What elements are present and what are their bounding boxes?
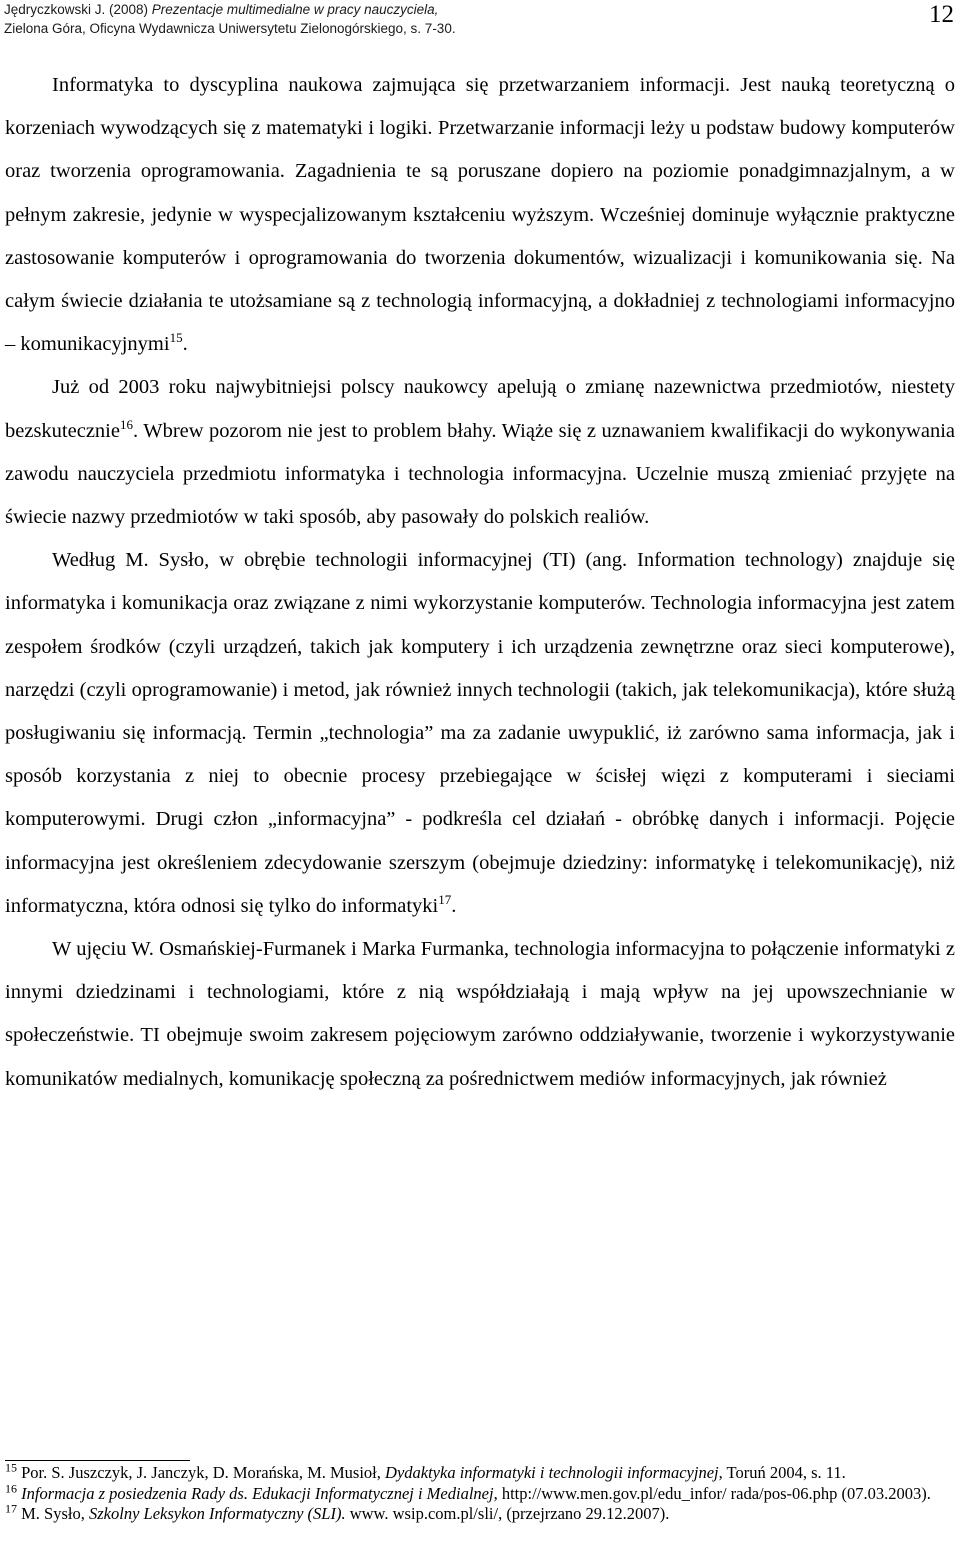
footnote-16 (5, 1481, 955, 1505)
citation-header (4, 0, 956, 38)
footnote-17-text-a: M. Sysło, (17, 1504, 89, 1523)
paragraph-3-text: Według M. Sysło, w obrębie technologii informacyjnej (TI) (ang. Information technology) znajduje się informatyka i komunikacja oraz związane z nimi wykorzystanie komputerów. Technologia informacyjna jest zatem zespołem środków (czyli urządzeń, takich jak komputery i ich urządzenia zewnętrzne oraz sieci komputerowe), narzędzi (czyli oprogramowanie) i metod, jak również innych technologii (takich, jak telekomunikacja), które służą posługiwaniu się informacją. Termin „technologia” ma za zadanie uwypuklić, iż zarówno sama informacja, jak i sposób korzystania z niej to obecnie procesy przebiegające w ścisłej więzi z komputerami i sieciami komputerowymi. Drugi człon „informacyjna” - podkreśla cel działań - obróbkę danych i informacji. Pojęcie informacyjna jest określeniem zdecydowanie szerszym (obejmuje dziedziny: informatykę i telekomunikację), niż informatyczna, która odnosi się tylko do informatyki (5, 549, 955, 917)
footnote-number-17: 17 (5, 1501, 17, 1516)
citation-publisher: Zielona Góra, Oficyna Wydawnicza Uniwersytetu Zielonogórskiego, s. 7-30. (4, 21, 456, 36)
paragraph-4: W ujęciu W. Osmańskiej-Furmanek i Marka Furmanka, technologia informacyjna to połączenie informatyki z innymi dziedzinami i technologiami, które z nią współdziałają i mają wpływ na jej upowszechnianie w społeczeństwie. TI obejmuje swoim zakresem pojęciowym zarówno oddziaływanie, tworzenie i wykorzystywanie komunikatów medialnych, komunikację społeczną za pośrednictwem mediów informacyjnych, jak również (5, 938, 955, 1090)
paragraph-1-end: . (182, 333, 188, 356)
footnote-divider (5, 1460, 190, 1461)
footnote-number-16: 16 (5, 1481, 17, 1495)
footnotes (5, 1460, 955, 1525)
footnote-ref-16: 16 (119, 416, 133, 432)
paragraph-1 (5, 64, 955, 366)
paragraph-2-text-a: Już od 2003 roku najwybitniejsi polscy naukowcy apelują o zmianę nazewnictwa przedmiotów, niestety bezskutecznie (5, 376, 955, 442)
footnote-15-text-a: Por. S. Juszczyk, J. Janczyk, D. Morańska, M. Musioł, (17, 1463, 386, 1482)
footnote-16-text: , http://www.men.gov.pl/edu_infor/ rada/pos-06.php (07.03.2003). (493, 1483, 931, 1503)
citation-title: Prezentacje multimedialne w pracy nauczyciela, (151, 2, 439, 17)
footnote-ref-17: 17 (438, 892, 452, 908)
paragraph-1-text: Informatyka to dyscyplina naukowa zajmująca się przetwarzaniem informacji. Jest nauką teoretyczną o korzeniach wywodzących się z matematyki i logiki. Przetwarzanie informacji leży u podstaw budowy komputerów oraz tworzenia oprogramowania. Zagadnienia te są poruszane dopiero na poziomie ponadgimnazjalnym, a w pełnym zakresie, jedynie w wyspecjalizowanym kształceniu wyższym. Wcześniej dominuje wyłącznie praktyczne zastosowanie komputerów i oprogramowania do tworzenia dokumentów, wizualizacji i komunikowania się. Na całym świecie działania te utożsamiane są z technologią informacyjną, a dokładniej z technologiami informacyjno – komunikacyjnymi (5, 74, 955, 356)
paragraph-2 (5, 366, 955, 539)
footnote-17 (5, 1501, 955, 1525)
paragraph-2-text-b: . Wbrew pozorom nie jest to problem błahy. Wiąże się z uznawaniem kwalifikacji do wykonywania zawodu nauczyciela przedmiotu informatyka i technologia informacyjna. Uczelnie muszą zmieniać przyjęte na świecie nazwy przedmiotów w taki sposób, aby pasowały do polskich realiów. (5, 419, 955, 529)
page-number: 12 (929, 1, 954, 28)
footnote-16-title: Informacja z posiedzenia Rady ds. Edukacji Informatycznej i Medialnej (17, 1483, 494, 1503)
footnote-15-text-b: , Toruń 2004, s. 11. (718, 1463, 846, 1482)
footnote-15 (5, 1460, 955, 1484)
paragraph-3 (5, 539, 955, 928)
paragraph-3-end: . (451, 894, 457, 917)
citation-author: Jędryczkowski J. (2008) (4, 2, 152, 17)
footnote-number-15: 15 (5, 1460, 17, 1475)
footnote-17-title: Szkolny Leksykon Informatyczny (SLI). (88, 1504, 346, 1523)
main-text (5, 64, 955, 1101)
footnote-ref-15: 15 (169, 330, 183, 346)
footnote-17-text-b: www. wsip.com.pl/sli/, (przejrzano 29.12.2007). (345, 1504, 670, 1523)
page-header (4, 0, 956, 46)
footnote-15-title: Dydaktyka informatyki i technologii informacyjnej (385, 1463, 719, 1482)
